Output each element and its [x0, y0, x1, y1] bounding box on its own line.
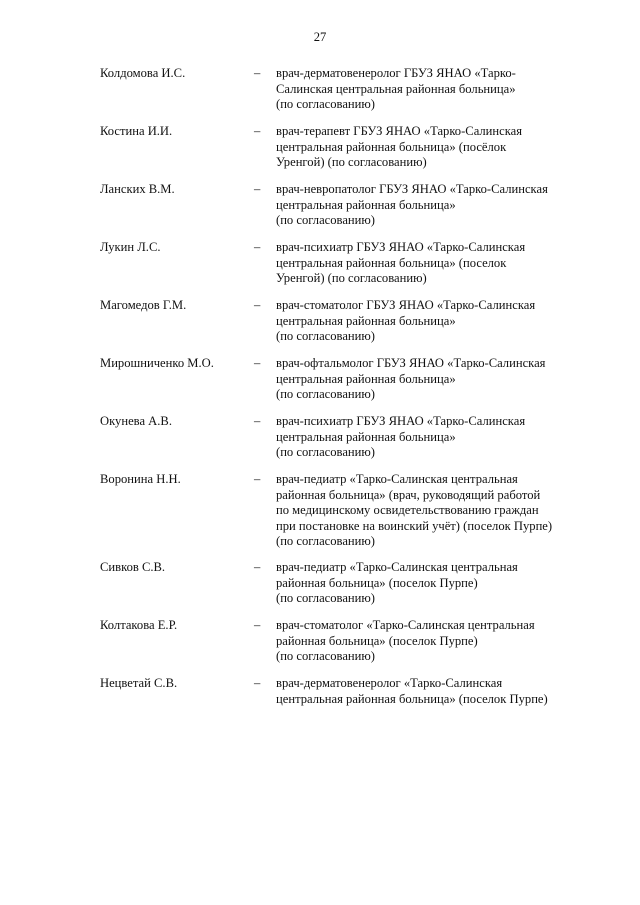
member-position	[276, 618, 611, 665]
member-name: Мирошниченко М.О.	[100, 356, 214, 370]
position-line: по медицинскому освидетельствованию граждан	[276, 503, 539, 517]
page-number: 27	[313, 30, 327, 44]
member-name: Ланских В.М.	[100, 182, 175, 196]
position-line: врач-дерматовенеролог «Тарко-Салинская	[276, 676, 503, 690]
separator-dash: –	[254, 414, 261, 428]
position-line: врач-педиатр «Тарко-Салинская центральная	[276, 472, 518, 486]
position-line: районная больница» (врач, руководящий работой	[276, 487, 541, 502]
member-position	[276, 560, 611, 607]
position-line: врач-психиатр ГБУЗ ЯНАО «Тарко-Салинская	[276, 240, 526, 254]
position-line: врач-стоматолог «Тарко-Салинская центральная	[276, 618, 535, 632]
position-line: центральная районная больница» (поселок	[276, 255, 507, 270]
member-name: Костина И.И.	[100, 124, 173, 138]
member-position	[276, 66, 611, 113]
position-line: врач-педиатр «Тарко-Салинская центральная	[276, 560, 518, 574]
position-line: (по согласованию)	[276, 649, 376, 663]
member-position	[276, 182, 611, 229]
separator-dash: –	[254, 124, 261, 138]
member-position	[276, 240, 611, 287]
member-name: Колтакова Е.Р.	[100, 618, 178, 632]
position-line: (по согласованию)	[276, 213, 376, 227]
member-name: Воронина Н.Н.	[100, 472, 181, 486]
position-line: центральная районная больница» (поселок Пурпе)	[276, 691, 548, 706]
separator-dash: –	[254, 182, 261, 196]
separator-dash: –	[254, 676, 261, 690]
position-line: центральная районная больница»	[276, 197, 456, 212]
position-line: центральная районная больница» (посёлок	[276, 139, 507, 154]
position-line: центральная районная больница»	[276, 371, 456, 386]
separator-dash: –	[254, 472, 261, 486]
position-line: врач-терапевт ГБУЗ ЯНАО «Тарко-Салинская	[276, 124, 523, 138]
position-line: (по согласованию)	[276, 387, 376, 401]
member-name: Колдомова И.С.	[100, 66, 186, 80]
member-name: Нецветай С.В.	[100, 676, 178, 690]
position-line: (по согласованию)	[276, 445, 376, 459]
member-position	[276, 472, 611, 550]
position-line: центральная районная больница»	[276, 313, 456, 328]
position-line: Уренгой) (по согласованию)	[276, 155, 427, 169]
position-line: врач-невропатолог ГБУЗ ЯНАО «Тарко-Салинская	[276, 182, 548, 196]
position-line: центральная районная больница»	[276, 429, 456, 444]
member-name: Лукин Л.С.	[100, 240, 161, 254]
member-name: Сивков С.В.	[100, 560, 166, 574]
position-line: (по согласованию)	[276, 329, 376, 343]
member-position	[276, 676, 611, 707]
separator-dash: –	[254, 298, 261, 312]
separator-dash: –	[254, 618, 261, 632]
position-line: (по согласованию)	[276, 97, 376, 111]
member-position	[276, 124, 611, 171]
position-line: Салинская центральная районная больница»	[276, 81, 516, 96]
separator-dash: –	[254, 560, 261, 574]
position-line: (по согласованию)	[276, 591, 376, 605]
member-name: Магомедов Г.М.	[100, 298, 187, 312]
member-position	[276, 414, 611, 461]
position-line: при постановке на воинский учёт) (поселок Пурпе)	[276, 518, 553, 533]
position-line: врач-дерматовенеролог ГБУЗ ЯНАО «Тарко-	[276, 66, 516, 80]
member-position	[276, 298, 611, 345]
position-line: Уренгой) (по согласованию)	[276, 271, 427, 285]
separator-dash: –	[254, 356, 261, 370]
position-line: врач-стоматолог ГБУЗ ЯНАО «Тарко-Салинская	[276, 298, 536, 312]
position-line: врач-психиатр ГБУЗ ЯНАО «Тарко-Салинская	[276, 414, 526, 428]
member-position	[276, 356, 611, 403]
position-line: районная больница» (поселок Пурпе)	[276, 633, 478, 648]
separator-dash: –	[254, 66, 261, 80]
position-line: (по согласованию)	[276, 534, 376, 548]
position-line: врач-офтальмолог ГБУЗ ЯНАО «Тарко-Салинская	[276, 356, 546, 370]
position-line: районная больница» (поселок Пурпе)	[276, 575, 478, 590]
member-name: Окунева А.В.	[100, 414, 172, 428]
separator-dash: –	[254, 240, 261, 254]
